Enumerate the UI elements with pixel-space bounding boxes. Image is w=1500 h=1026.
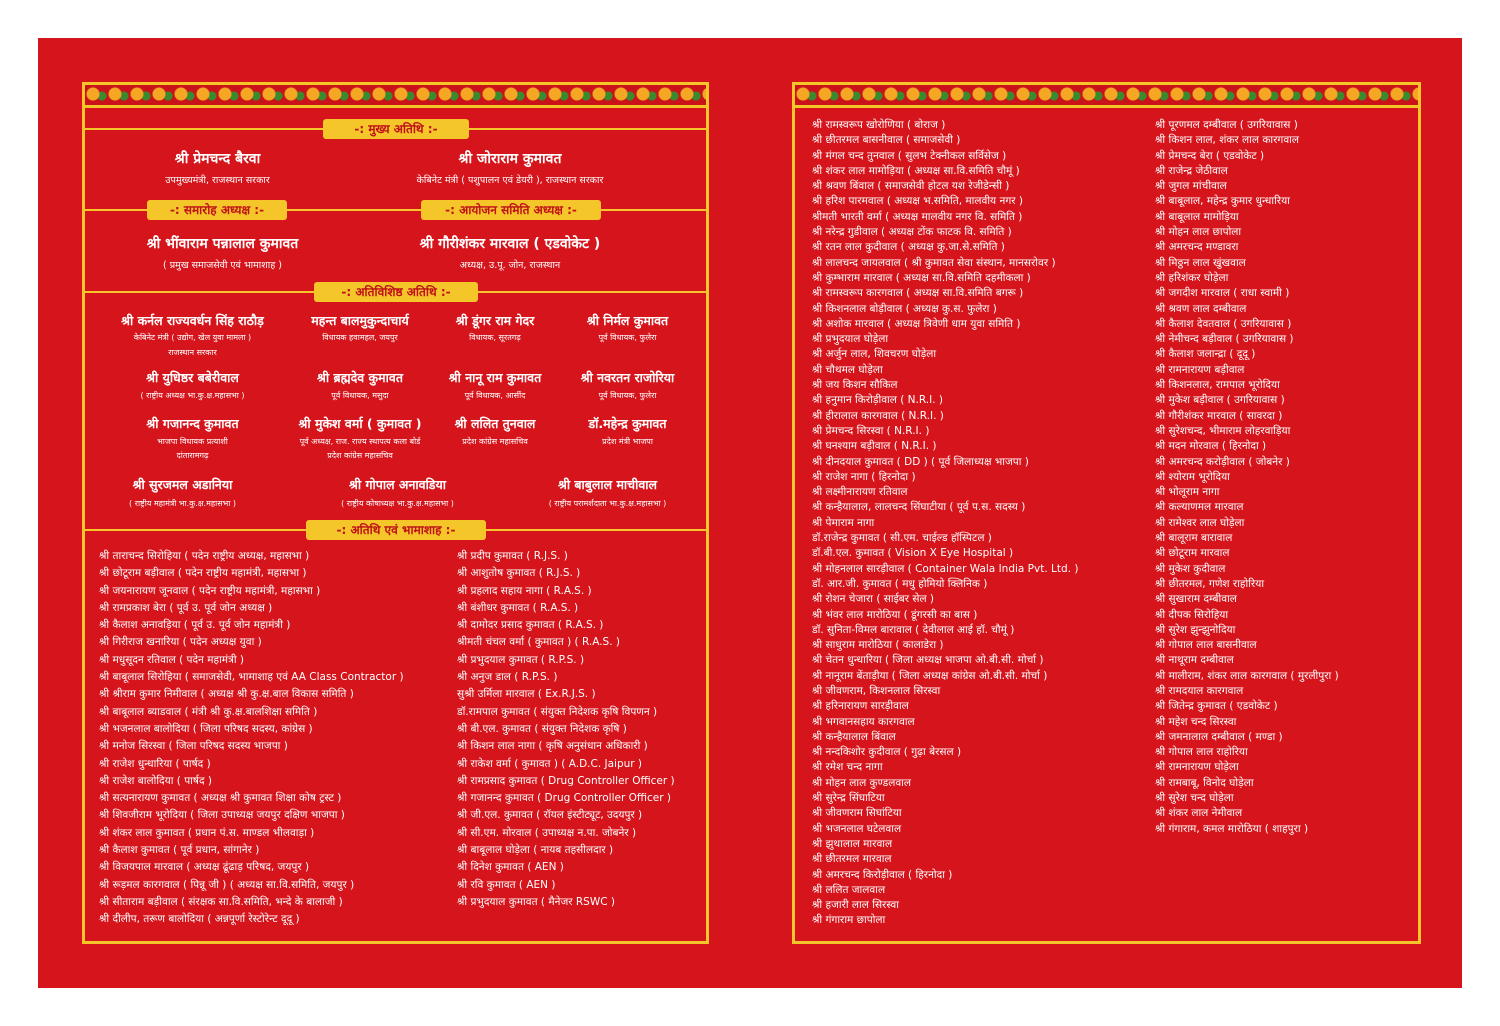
list-item: श्री बाबूलाल सिरोहिया ( समाजसेवी, भामाशाह एवं AA Class Contractor ) — [99, 671, 404, 684]
list-item: डॉ.बी.एल. कुमावत ( Vision X Eye Hospital ) — [812, 547, 1014, 560]
list-item: श्री छीतरमल, गणेश राहोरिया — [1155, 577, 1265, 590]
list-item: श्री राजेन्द्र जेठीवाल — [1155, 164, 1228, 177]
list-item: श्री दीपक सिरोहिया — [1155, 608, 1229, 621]
list-item: श्री रामेश्वर लाल घोड़ेला — [1155, 516, 1245, 529]
list-item: श्री गजानन्द कुमावत ( Drug Controller Officer ) — [457, 792, 672, 805]
list-item: श्री दीलीप, तरूण बालोदिया ( अन्नपूर्णा रेस्टोरेन्ट दूदू ) — [99, 913, 300, 926]
list-item: श्री मदन मोरवाल ( हिरनोदा ) — [1155, 440, 1267, 453]
list-item: श्री पेमाराम नागा — [812, 516, 875, 529]
chief-guest-name: श्री प्रेमचन्द बैरवा — [174, 151, 261, 167]
special-guest-title: पूर्व अध्यक्ष, राज. राज्य स्थापत्य कला बोर्ड — [299, 437, 421, 446]
list-item: श्री बाबूलाल ब्याडवाल ( मंत्री श्री कु.क्ष.बालशिक्षा समिति ) — [99, 705, 318, 718]
list-item: श्री भंवर लाल मारोठिया ( डूंगरसी का बास ) — [812, 608, 978, 621]
list-item: श्री सुरेन्द्र सिंघाटिया — [812, 792, 885, 805]
special-guest-title: केबिनेट मंत्री ( उद्योग, खेल युवा मामला ) — [133, 333, 252, 342]
list-item: श्री बी.एल. कुमावत ( संयुक्त निदेशक कृषि ) — [457, 722, 627, 735]
list-item: श्री श्रवण लाल दम्बीवाल — [1155, 302, 1247, 315]
list-item: श्री गंगाराम, कमल मारोठिया ( शाहपुरा ) — [1155, 822, 1309, 835]
guests-donors-header: -: अतिथि एवं भामाशाह :- — [306, 520, 486, 540]
special-guest-title: भाजपा विधायक प्रत्याशी — [157, 437, 228, 446]
list-item: श्री गोपाल लाल बासनीवाल — [1155, 639, 1257, 652]
list-item: श्री गोपाल लाल राहोरिया — [1155, 746, 1248, 759]
list-item: श्री बाबूलाल मामोड़िया — [1155, 210, 1239, 223]
chief-guest-title: केबिनेट मंत्री ( पशुपालन एवं डेयरी ), राजस्थान सरकार — [416, 175, 604, 186]
list-item: श्री किशनलाल, रामपाल भूरोदिया — [1155, 379, 1280, 392]
list-item: श्री गौरीशंकर मारवाल ( सावरदा ) — [1155, 409, 1283, 422]
special-guest-title: ( राष्ट्रीय अध्यक्ष भा.कु.क्ष.महासभा ) — [140, 391, 245, 400]
list-item: डॉ.रामपाल कुमावत ( संयुक्त निदेशक कृषि विपणन ) — [457, 705, 658, 718]
list-item: श्री दिनेश कुमावत ( AEN ) — [457, 861, 564, 874]
list-item: श्री रामप्रकाश बेरा ( पूर्व उ. पूर्व जोन अध्यक्ष ) — [99, 601, 273, 614]
donors-list-col2 — [1155, 118, 1417, 837]
list-item: श्री घनश्याम बड़ीवाल ( N.R.I. ) — [812, 440, 937, 453]
special-guest-title: पूर्व विधायक, फुलेरा — [598, 391, 657, 400]
list-item: श्री राकेश वर्मा ( कुमावत ) ( A.D.C. Jaipur ) — [457, 757, 643, 770]
list-item: श्री अशोक मारवाल ( अध्यक्ष त्रिवेणी धाम युवा समिति ) — [812, 317, 1021, 330]
list-item: श्री अनुज डाल ( R.P.S. ) — [457, 671, 558, 684]
list-item: श्री साधुराम मारोठिया ( कालाडेरा ) — [812, 639, 944, 652]
list-item: श्री अर्जुन लाल, शिवचरण घोड़ेला — [812, 348, 937, 361]
list-item: श्री बाबूलाल घोड़ेला ( नायब तहसीलदार ) — [457, 844, 614, 857]
list-item: श्री मंगल चन्द तुनवाल ( सुलभ टेक्नीकल सर्विसेज ) — [812, 149, 1007, 162]
list-item: श्री सुरेश चन्द घोड़ेला — [1155, 792, 1234, 805]
list-item: श्री किशन लाल नागा ( कृषि अनुसंधान अधिकारी ) — [457, 740, 648, 753]
list-item: श्री प्रहलाद सहाय नागा ( R.A.S. ) — [457, 584, 592, 597]
list-item: श्री रामबाबू, विनोद घोड़ेला — [1155, 776, 1254, 789]
list-item: श्री महेश चन्द सिरस्वा — [1155, 715, 1237, 728]
list-item: श्री जुगल मांचीवाल — [1155, 180, 1227, 193]
donors-list-col1 — [812, 118, 1157, 929]
special-guest-title: पूर्व विधायक, आसींद — [464, 391, 526, 400]
special-guest-name: श्री कर्नल राज्यवर्धन सिंह राठौड़ — [121, 313, 264, 328]
list-item: डॉ. आर.जी. कुमावत ( मधु होमियो क्लिनिक ) — [812, 577, 988, 590]
list-item: श्री कैलाश देवतवाल ( उगरियावास ) — [1155, 317, 1292, 330]
list-item: श्री सुरेश झुन्झुनोदिया — [1155, 623, 1236, 636]
list-item: श्री छीतरमल बासनीवाल ( समाजसेवी ) — [812, 134, 961, 147]
list-item: श्री राजेश धुन्धारिया ( पार्षद ) — [99, 757, 211, 770]
list-item: श्री रामस्वरूप खोरोणिया ( बोराज ) — [812, 119, 946, 131]
list-item: श्री चेतन धुन्धारिया ( जिला अध्यक्ष भाजपा ओ.बी.सी. मोर्चा ) — [812, 654, 1044, 667]
list-item: श्री भजनलाल बालोदिया ( जिला परिषद सदस्य, कांग्रेस ) — [99, 722, 313, 735]
list-item: श्री नेमीचन्द बड़ीवाल ( उगरियावास ) — [1155, 333, 1294, 346]
list-item: श्रीमती चंचल वर्मा ( कुमावत ) ( R.A.S. ) — [457, 636, 620, 649]
list-item: श्री जीवणराम सिघांटिया — [812, 807, 902, 820]
list-item: श्री प्रभुदयाल घोड़ेला — [812, 333, 889, 346]
special-guest-name: श्री ब्रह्मदेव कुमावत — [317, 370, 403, 385]
special-guest-name: श्री ललित तुनवाल — [454, 416, 536, 431]
special-guest-title: दांतारामगढ़ — [176, 451, 209, 460]
list-item: श्री कल्याणमल मारवाल — [1155, 501, 1244, 514]
list-item: श्री गंगाराम छापोला — [812, 914, 886, 927]
list-item: श्री हनुमान किरोड़ीवाल ( N.R.I. ) — [812, 394, 943, 407]
list-item: श्री मुकेश बड़ीवाल ( उगरियावास ) — [1155, 394, 1285, 407]
special-guest-title: प्रदेश मंत्री भाजपा — [602, 437, 653, 446]
list-item: श्री नन्दकिशोर कुदीवाल ( गुढ़ा बेरसल ) — [812, 746, 962, 759]
list-item: श्री मनोज सिरस्वा ( जिला परिषद सदस्य भाजपा ) — [99, 740, 288, 753]
special-guest-name: श्री गजानन्द कुमावत — [146, 416, 239, 431]
special-guest-name: डॉ.महेन्द्र कुमावत — [588, 416, 667, 431]
list-item: श्री नरेन्द्र गुडीवाल ( अध्यक्ष टोंक फाटक वि. समिति ) — [812, 226, 1012, 239]
list-item: श्री शिवजीराम भूरोदिया ( जिला उपाध्यक्ष जयपुर दक्षिण भाजपा ) — [99, 809, 345, 822]
list-item: श्री हीरालाल कारगवाल ( N.R.I. ) — [812, 409, 944, 422]
list-item: श्री भगवानसहाय कारगवाल — [812, 715, 915, 728]
invitation-sheet — [38, 38, 1462, 988]
guests-list-col2 — [457, 548, 705, 911]
list-item: श्री जय किशन सौकिल — [812, 379, 898, 392]
list-item: श्री प्रभुदयाल कुमावत ( R.P.S. ) — [457, 653, 585, 666]
list-item: श्री अमरचन्द करोड़ीवाल ( जोबनेर ) — [1155, 455, 1290, 468]
list-item: श्री ललित जालवाल — [812, 883, 886, 896]
special-guest-title: प्रदेश कांग्रेस महासचिव — [462, 437, 528, 446]
list-item: श्री अमरचन्द मण्डावरा — [1155, 241, 1239, 254]
list-item: श्री रामनारायण बड़ीवाल — [1155, 363, 1245, 376]
special-guest-name: श्री निर्मल कुमावत — [586, 313, 669, 328]
list-item: श्री लालचन्द जायलवाल ( श्री कुमावत सेवा संस्थान, मानसरोवर ) — [812, 256, 1056, 269]
list-item: श्री छोटूराम बड़ीवाल ( पदेन राष्ट्रीय महामंत्री, महासभा ) — [99, 567, 307, 580]
list-item: श्री जितेन्द्र कुमावत ( एडवोकेट ) — [1155, 700, 1278, 713]
list-item: श्रीमती भारती वर्मा ( अध्यक्ष मालवीय नगर वि. समिति ) — [812, 210, 1023, 223]
list-item: श्री जीवणराम, किशनलाल सिरस्वा — [812, 684, 941, 697]
list-item: श्री नानूराम बेंताड़ीया ( जिला अध्यक्ष कांग्रेस ओ.बी.सी. मोर्चा ) — [812, 669, 1048, 682]
marigold-garland-border — [85, 85, 706, 105]
list-item: श्री कन्हैयालाल, लालचन्द सिंघाटीया ( पूर्व प.स. सदस्य ) — [812, 501, 1026, 514]
list-item: श्री भोलूराम नागा — [1155, 486, 1220, 499]
list-item: श्री गिरीराज खनारिया ( पदेन अध्यक्ष युवा ) — [99, 636, 262, 649]
list-item: श्री मोहन लाल छापोला — [1155, 226, 1242, 239]
list-item: डॉ. सुनिता-विमल बारावाल ( देवीलाल आई हॉ. चौमूं ) — [812, 623, 1015, 636]
special-guest-title: राजस्थान सरकार — [168, 348, 217, 357]
committee-chair-title: अध्यक्ष, उ.पू. जोन, राजस्थान — [459, 260, 561, 271]
list-item: श्री सीताराम बड़ीवाल ( संरक्षक सा.वि.समिति, भन्दे के बालाजी ) — [99, 895, 343, 908]
list-item: श्री रतन लाल कुदीवाल ( अध्यक्ष कु.जा.से.समिति ) — [812, 241, 1005, 254]
list-item: श्री रामप्रसाद कुमावत ( Drug Controller Officer ) — [457, 774, 675, 787]
special-guest-title: विधायक, सूरतगढ़ — [469, 333, 521, 342]
list-item: श्री श्रीराम कुमार निमीवाल ( अध्यक्ष श्री कु.क्ष.बाल विकास समिति ) — [99, 688, 354, 701]
list-item: श्री राजेश बालोदिया ( पार्षद ) — [99, 774, 212, 787]
list-item: श्री हरिनारायण सारड़ीवाल — [812, 700, 909, 713]
list-item: श्री किशन लाल, शंकर लाल कारगवाल — [1155, 134, 1300, 147]
special-guest-name: श्री मुकेश वर्मा ( कुमावत ) — [298, 416, 422, 431]
list-item: श्री राजेश नागा ( हिरनोदा ) — [812, 470, 916, 483]
list-item: श्री हरिशंकर घोड़ेला — [1155, 271, 1229, 284]
list-item: श्री कन्हैयालाल बिंवाल — [812, 730, 896, 743]
list-item: श्री कुम्भाराम मारवाल ( अध्यक्ष सा.वि.समिति दहमीकला ) — [812, 271, 1031, 284]
list-item: श्री श्योराम भूरोदिया — [1155, 470, 1230, 483]
list-item: श्री रामदयाल कारगवाल — [1155, 684, 1244, 697]
special-guest-name: श्री बाबुलाल माचीवाल — [557, 477, 658, 492]
list-item: श्री मिठ्ठन लाल खुंखवाल — [1155, 256, 1246, 269]
list-item: श्री सत्यनारायण कुमावत ( अध्यक्ष श्री कुमावत शिक्षा कोष ट्रस्ट ) — [99, 792, 342, 805]
list-item: श्री नाथूराम दम्बीवाल — [1155, 654, 1234, 667]
special-guest-name: श्री युधिष्ठर बबेरीवाल — [146, 370, 239, 385]
list-item: श्री कैलाश कुमावत ( पूर्व प्रधान, सांगानेर ) — [99, 844, 260, 857]
list-item: श्री रामस्वरूप कारगवाल ( अध्यक्ष सा.वि.समिति बगरू ) — [812, 287, 1024, 300]
list-item: श्री शंकर लाल नेमीवाल — [1155, 807, 1243, 820]
list-item: श्री ताराचन्द सिरोहिया ( पदेन राष्ट्रीय अध्यक्ष, महासभा ) — [99, 550, 310, 562]
marigold-garland-border — [795, 85, 1418, 105]
chief-guest-title: उपमुख्यमंत्री, राजस्थान सरकार — [165, 175, 270, 186]
list-item: श्री किशनलाल बोड़ीवाल ( अध्यक्ष कु.स. फुलेरा ) — [812, 302, 997, 315]
list-item: श्री सुरेशचन्द, भीमाराम लोहरवाड़िया — [1155, 424, 1291, 437]
list-item: श्री रवि कुमावत ( AEN ) — [457, 878, 556, 891]
list-item: श्री बालूराम बारावाल — [1155, 532, 1233, 545]
list-item: श्री जी.एल. कुमावत ( रॉयल इंस्टीट्यूट, उदयपुर ) — [457, 809, 643, 822]
list-item: श्री मालीराम, शंकर लाल कारगवाल ( मुरलीपुरा ) — [1155, 669, 1339, 682]
list-item: श्री रामनारायण घोड़ेला — [1155, 761, 1239, 774]
list-item: श्री चौथमल घोड़ेला — [812, 363, 883, 376]
list-item: श्री श्रवण बिंवाल ( समाजसेवी होटल यश रेजीडेन्सी ) — [812, 180, 1010, 193]
list-item: श्री रूड़मल कारगवाल ( पिन्नू जी ) ( अध्यक्ष सा.वि.समिति, जयपुर ) — [99, 878, 355, 891]
list-item: सुश्री उर्मिला मारवाल ( Ex.R.J.S. ) — [457, 688, 596, 701]
list-item: श्री जमनालाल दम्बीवाल ( मण्डा ) — [1155, 730, 1283, 743]
special-guest-title: विधायक हवामहल, जयपुर — [322, 333, 398, 342]
list-item: श्री पूरणमल दम्बीवाल ( उगरियावास ) — [1155, 119, 1298, 131]
special-guest-name: श्री सुरजमल अडानिया — [132, 477, 233, 492]
list-item: श्री सुखाराम दम्बीवाल — [1155, 593, 1237, 606]
list-item: श्री लक्ष्मीनारायण रतिवाल — [812, 486, 908, 499]
list-item: श्री कैलाश अनावड़िया ( पूर्व उ. पूर्व जोन महामंत्री ) — [99, 619, 291, 632]
special-guest-name: महन्त बालमुकुन्दाचार्य — [311, 313, 409, 328]
list-item: श्री छीतरमल मारवाल — [812, 853, 892, 866]
list-item: श्री भजनलाल घटेलवाल — [812, 822, 902, 835]
list-item: श्री जयनारायण जूनवाल ( पदेन राष्ट्रीय महामंत्री, महासभा ) — [99, 584, 321, 597]
chair-header: -: समारोह अध्यक्ष :- — [147, 200, 287, 220]
special-guest-name: श्री नानू राम कुमावत — [448, 370, 542, 385]
right-panel — [792, 82, 1421, 944]
list-item: श्री शंकर लाल कुमावत ( प्रधान पं.स. माण्डल भीलवाड़ा ) — [99, 826, 315, 839]
list-item: श्री आशुतोष कुमावत ( R.J.S. ) — [457, 567, 581, 580]
special-guest-name: श्री नवरतन राजोरिया — [580, 370, 675, 385]
list-item: श्री बंशीधर कुमावत ( R.A.S. ) — [457, 601, 579, 614]
list-item: श्री मधुसूदन रतिवाल ( पदेन महामंत्री ) — [99, 653, 245, 666]
list-item: श्री प्रभुदयाल कुमावत ( मैनेजर RSWC ) — [457, 895, 615, 908]
list-item: श्री प्रेमचन्द सिरस्वा ( N.R.I. ) — [812, 424, 930, 437]
chair-title: ( प्रमुख समाजसेवी एवं भामाशाह ) — [163, 260, 282, 271]
list-item: डॉ.राजेन्द्र कुमावत ( सी.एम. चाईल्ड हॉस्पिटल ) — [812, 532, 992, 545]
list-item: श्री छोटूराम मारवाल — [1155, 547, 1230, 560]
committee-header: -: आयोजन समिति अध्यक्ष :- — [421, 200, 601, 220]
list-item: श्री शंकर लाल मामोड़िया ( अध्यक्ष सा.वि.समिति चौमूं ) — [812, 164, 1020, 177]
special-guest-title: ( राष्ट्रीय महामंत्री भा.कु.क्ष.महासभा ) — [129, 499, 236, 508]
special-guest-title: ( राष्ट्रीय परामर्शदाता भा.कु.क्ष.महासभा ) — [548, 499, 667, 508]
list-item: श्री मोहनलाल सारड़ीवाल ( Container Wala India Pvt. Ltd. ) — [812, 562, 1079, 575]
list-item: श्री प्रेमचन्द बेरा ( एडवोकेट ) — [1155, 149, 1265, 162]
list-item: श्री रोशन चेजारा ( साईबर सेल ) — [812, 593, 935, 606]
special-guest-title: ( राष्ट्रीय कोषाध्यक्ष भा.कु.क्ष.महासभा ) — [341, 499, 454, 508]
list-item: श्री दामोदर प्रसाद कुमावत ( R.A.S. ) — [457, 619, 604, 632]
list-item: श्री झुथालाल मारवाल — [812, 837, 893, 850]
special-guest-header: -: अतिविशिष्ठ अतिथि :- — [314, 282, 478, 302]
guests-list-col1 — [99, 548, 457, 929]
list-item: श्री बाबूलाल, महेन्द्र कुमार धुन्धारिया — [1155, 195, 1290, 208]
special-guest-name: श्री गोपाल अनावडिया — [349, 477, 446, 492]
special-guest-title: पूर्व विधायक, मसुदा — [331, 391, 389, 400]
special-guest-name: श्री डूंगर राम गेदर — [455, 313, 535, 328]
list-item: श्री रमेश चन्द नागा — [812, 761, 883, 774]
list-item: श्री प्रदीप कुमावत ( R.J.S. ) — [457, 550, 568, 562]
list-item: श्री जगदीश मारवाल ( राधा स्वामी ) — [1155, 287, 1290, 300]
list-item: श्री हजारी लाल सिरस्वा — [812, 899, 899, 912]
chair-name: श्री भींवाराम पन्नालाल कुमावत — [146, 236, 299, 252]
list-item: श्री विजयपाल मारवाल ( अध्यक्ष ढूंढाड़ परिषद, जयपुर ) — [99, 861, 310, 874]
list-item: श्री मुकेश कुदीवाल — [1155, 562, 1226, 575]
list-item: श्री मोहन लाल कुण्डलवाल — [812, 776, 911, 789]
list-item: श्री सी.एम. मोरवाल ( उपाध्यक्ष न.पा. जोबनेर ) — [457, 826, 637, 839]
list-item: श्री अमरचन्द किरोड़ीवाल ( हिरनोदा ) — [812, 868, 953, 881]
special-guest-title: प्रदेश कांग्रेस महासचिव — [327, 451, 393, 460]
chief-guest-name: श्री जोराराम कुमावत — [458, 151, 562, 167]
left-panel — [82, 82, 709, 944]
committee-chair-name: श्री गौरीशंकर मारवाल ( एडवोकेट ) — [419, 236, 601, 252]
list-item: श्री हरिश पारमवाल ( अध्यक्ष भ.समिति, मालवीय नगर ) — [812, 195, 1023, 208]
list-item: श्री दीनदयाल कुमावत ( DD ) ( पूर्व जिलाध्यक्ष भाजपा ) — [812, 455, 1029, 468]
chief-guest-header: -: मुख्य अतिथि :- — [323, 119, 469, 139]
list-item: श्री कैलाश जलान्द्रा ( दूदू ) — [1155, 348, 1256, 361]
special-guest-title: पूर्व विधायक, फुलेरा — [598, 333, 657, 342]
